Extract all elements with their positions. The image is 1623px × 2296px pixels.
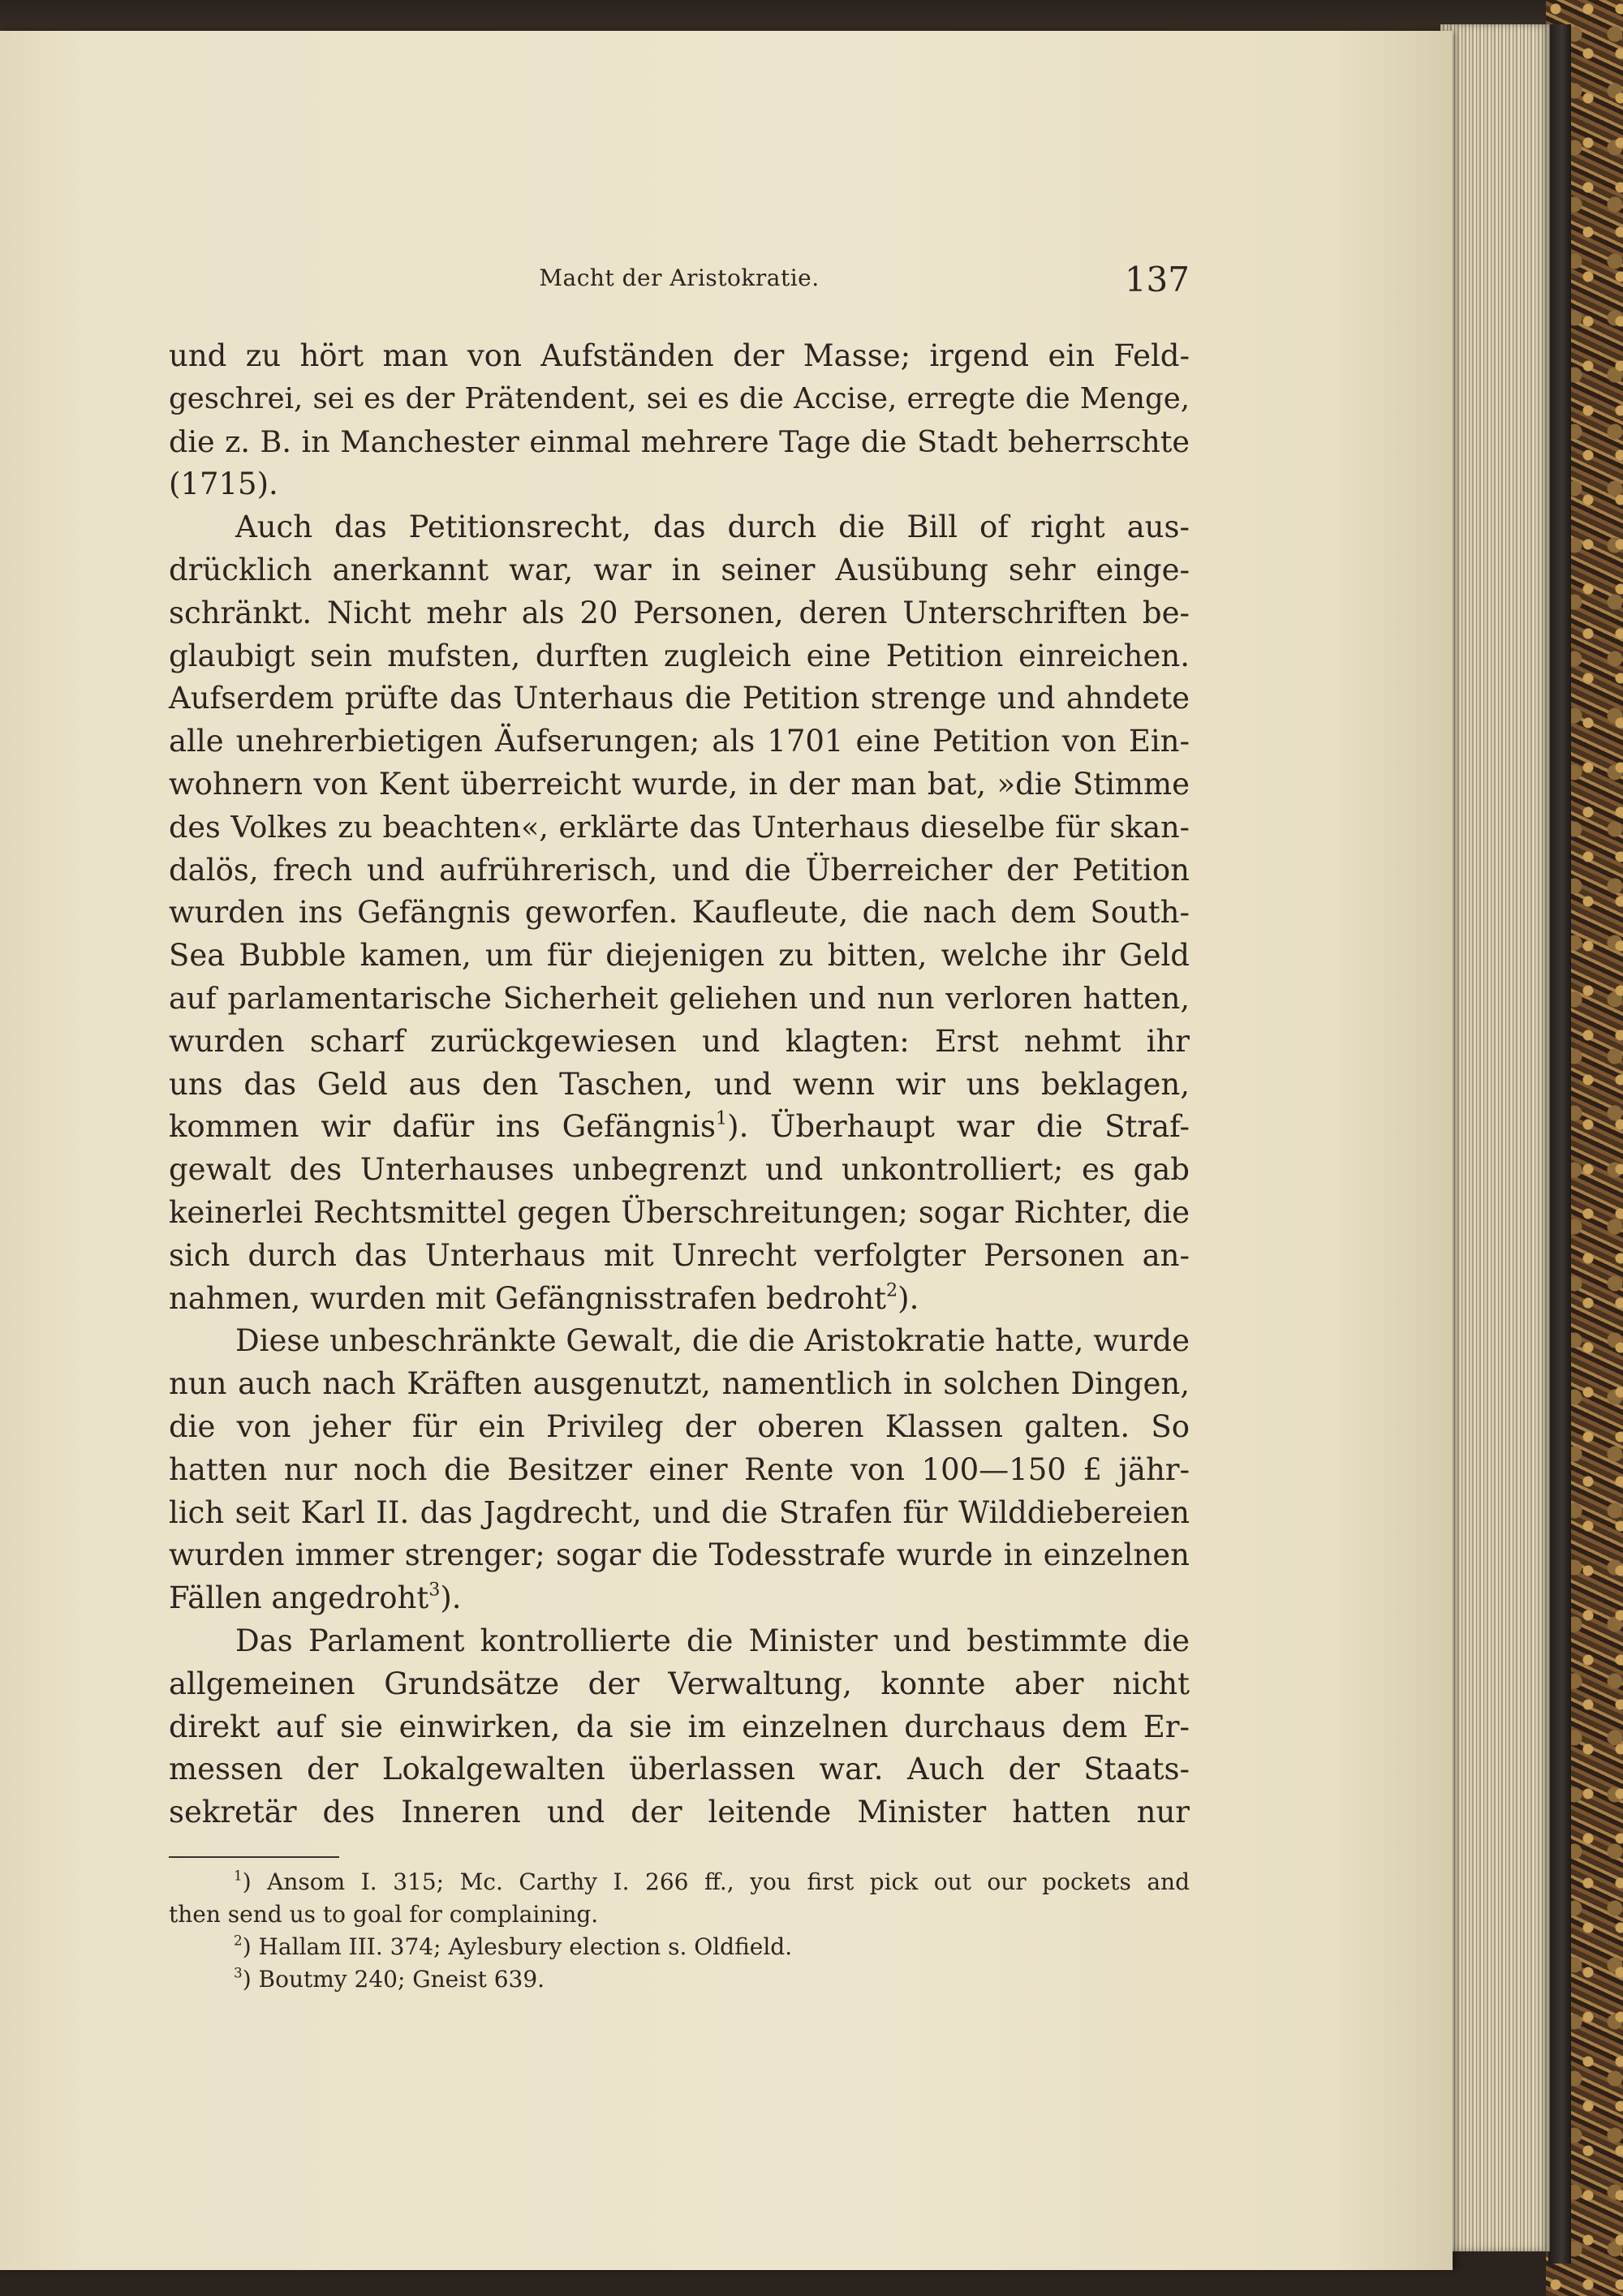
footnote-1-cont: then send us to goal for complaining. (169, 1901, 599, 1928)
page-number: 137 (1124, 260, 1190, 299)
text-line: Sea Bubble kamen, um für diejenigen zu bitten, welche ihr Geld (169, 938, 1190, 974)
text-line: geschrei, sei es der Prätendent, sei es die Accise, erregte die Menge, (169, 381, 1190, 415)
footnote-marker: 1 (234, 1867, 243, 1884)
text-line: und zu hört man von Aufständen der Masse; irgend ein Feld- (169, 338, 1190, 373)
line-start: kommen wir dafür ins Gefängnis (169, 1109, 717, 1145)
page-stack-edge (1440, 24, 1550, 2251)
footnote-1 (169, 1866, 1190, 1898)
footnote-marker: 3 (234, 1964, 243, 1981)
text-line: uns das Geld aus den Taschen, und wenn wir uns beklagen, (169, 1066, 1190, 1102)
line-end: ). (898, 1280, 919, 1316)
running-title: Macht der Aristokratie. (539, 264, 820, 291)
text-line: die z. B. in Manchester einmal mehrere Tage die Stadt beherrschte (169, 424, 1190, 459)
line-start: nahmen, wurden mit Gefängnisstrafen bedroht (169, 1280, 887, 1316)
text-line: wohnern von Kent überreicht wurde, in der man bat, »die Stimme (169, 766, 1190, 802)
footnote-text: ) Boutmy 240; Gneist 639. (242, 1966, 545, 1993)
text-line: wurden immer strenger; sogar die Todesstrafe wurde in einzelnen (169, 1537, 1190, 1573)
text-line: wurden scharf zurückgewiesen und klagten: Erst nehmt ihr (169, 1023, 1190, 1059)
text-line: schränkt. Nicht mehr als 20 Personen, deren Unterschriften be- (169, 595, 1190, 630)
text-line: Das Parlament kontrollierte die Minister und bestimmte die (235, 1623, 1190, 1658)
text-line: Aufserdem prüfte das Unterhaus die Petition strenge und ahndete (169, 681, 1190, 716)
footnote-2 (169, 1931, 1190, 1963)
text-line: glaubigt sein mufsten, durften zugleich eine Petition einreichen. (169, 638, 1190, 673)
line-end: ). (440, 1580, 462, 1616)
text-line: alle unehrerbietigen Äufserungen; als 1701 eine Petition von Ein- (169, 724, 1190, 759)
text-line-with-note (169, 1577, 1190, 1620)
text-line: hatten nur noch die Besitzer einer Rente von 100—150 £ jähr- (169, 1451, 1190, 1487)
text-line-with-note (169, 1278, 1190, 1321)
text-line: sekretär des Inneren und der leitende Minister hatten nur (169, 1795, 1190, 1830)
text-line-with-note (169, 1106, 1190, 1149)
footnote-text: ) Ansom I. 315; Mc. Carthy I. 266 ff., you first pick out our pockets and (242, 1868, 1190, 1895)
footnote-ref-1: 1 (716, 1107, 728, 1129)
text-line: auf parlamentarische Sicherheit geliehen und nun verloren hatten, (169, 980, 1190, 1016)
text-line: allgemeinen Grundsätze der Verwaltung, konnte aber nicht (169, 1666, 1190, 1701)
text-line: lich seit Karl II. das Jagdrecht, und die Strafen für Wilddiebereien (169, 1494, 1190, 1530)
footnote-marker: 2 (234, 1932, 243, 1949)
text-line: keinerlei Rechtsmittel gegen Überschreitungen; sogar Richter, die (169, 1194, 1190, 1230)
footnote-ref-2: 2 (886, 1279, 898, 1301)
line-end: ). Überhaupt war die Straf- (727, 1109, 1190, 1145)
text-line: die von jeher für ein Privileg der oberen Klassen galten. So (169, 1408, 1190, 1444)
footnote-3 (169, 1963, 1190, 1996)
text-line: dalös, frech und aufrührerisch, und die Überreicher der Petition (169, 852, 1190, 888)
text-line: (1715). (169, 467, 278, 502)
text-line: wurden ins Gefängnis geworfen. Kaufleute, die nach dem South- (169, 895, 1190, 931)
footnote-text: ) Hallam III. 374; Aylesbury election s. Oldfield. (242, 1933, 793, 1960)
footnote-ref-3: 3 (428, 1579, 441, 1601)
body-text (169, 335, 1190, 1834)
book-page (0, 31, 1453, 2270)
line-start: Fällen angedroht (169, 1580, 429, 1616)
text-line: Diese unbeschränkte Gewalt, die die Aristokratie hatte, wurde (235, 1323, 1190, 1359)
text-line: sich durch das Unterhaus mit Unrecht verfolgter Personen an- (169, 1237, 1190, 1273)
text-line: gewalt des Unterhauses unbegrenzt und unkontrolliert; es gab (169, 1152, 1190, 1188)
text-line: Auch das Petitionsrecht, das durch die Bill of right aus- (235, 510, 1190, 545)
footnotes (169, 1866, 1190, 1996)
text-line: nun auch nach Kräften ausgenutzt, namentlich in solchen Dingen, (169, 1366, 1190, 1402)
text-line: des Volkes zu beachten«, erklärte das Unterhaus dieselbe für skan- (169, 809, 1190, 845)
cover-spine-edge (1548, 24, 1571, 2264)
text-line: drücklich anerkannt war, war in seiner Ausübung sehr einge- (169, 552, 1190, 587)
footnote-rule (169, 1856, 339, 1858)
text-line: direkt auf sie einwirken, da sie im einzelnen durchaus dem Er- (169, 1709, 1190, 1744)
text-line: messen der Lokalgewalten überlassen war. Auch der Staats- (169, 1752, 1190, 1787)
